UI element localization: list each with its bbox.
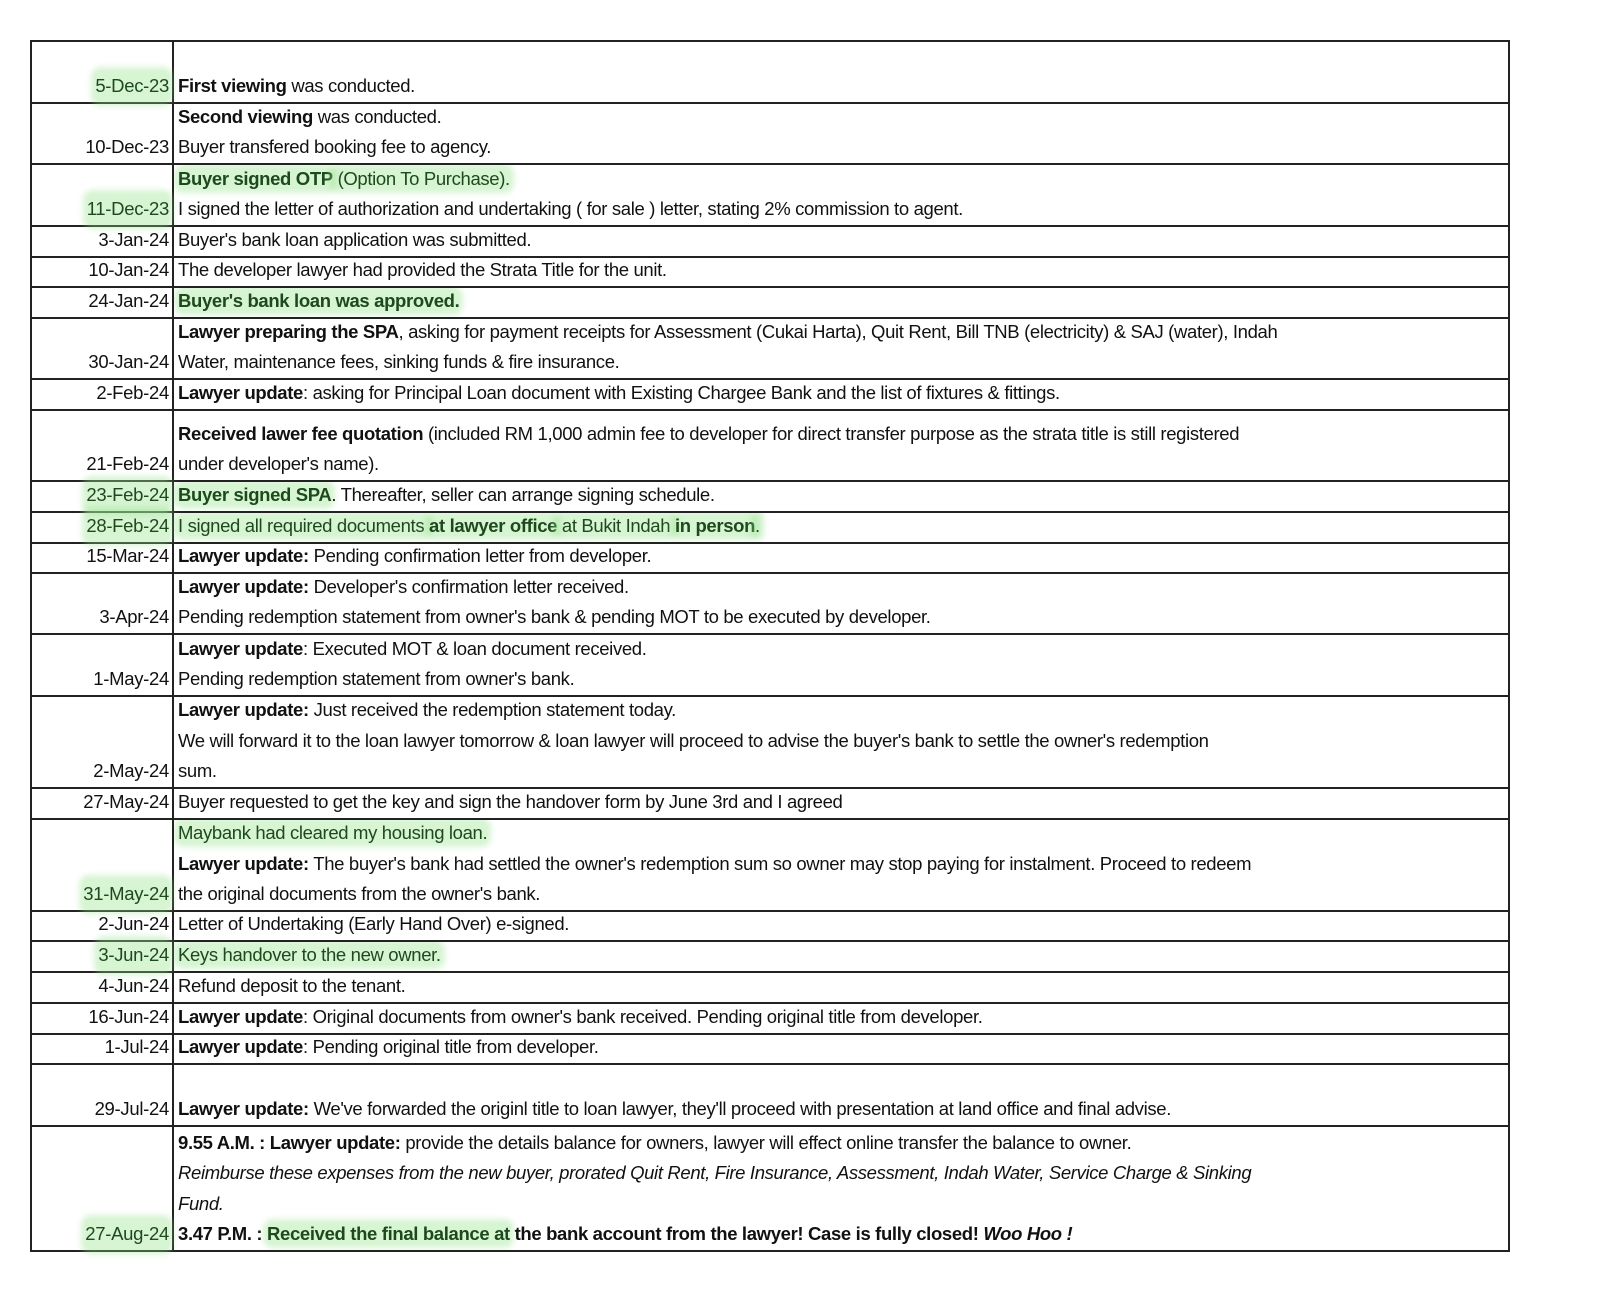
description-line [178, 544, 1508, 572]
bold-text: Received lawer fee quotation [178, 422, 424, 444]
text: (Option To Purchase). [332, 167, 510, 189]
date-text: 2-May-24 [93, 760, 169, 782]
table-row [32, 820, 1508, 912]
text: was conducted. [312, 105, 442, 127]
table-row [32, 942, 1508, 973]
date-cell [32, 288, 174, 317]
text: Pending redemption statement from owner's bank. [178, 668, 575, 690]
text: Refund deposit to the tenant. [178, 975, 406, 997]
text: I signed the letter of authorization and undertaking ( for sale ) letter, stating 2% commission to agent. [178, 198, 963, 220]
date-cell [32, 1004, 174, 1033]
description-line [178, 1035, 1508, 1063]
description-line [178, 380, 1508, 409]
date-cell [32, 1035, 174, 1063]
description-line [178, 1094, 1508, 1125]
date-cell [32, 513, 174, 542]
bold-text: at lawyer office [429, 515, 558, 537]
timeline-table [30, 40, 1510, 1252]
description-line [178, 482, 1508, 511]
text: : asking for Principal Loan document with Existing Chargee Bank and the list of fixtures & fittings. [303, 382, 1060, 404]
bold-text: Buyer's bank loan was approved. [178, 290, 460, 312]
table-row [32, 1035, 1508, 1065]
date-text: 3-Apr-24 [99, 606, 169, 628]
date-text: 15-Mar-24 [86, 545, 169, 567]
table-row [32, 411, 1508, 482]
description-line [178, 194, 1508, 225]
description-line [178, 635, 1508, 664]
description-cell [174, 513, 1508, 542]
description-line [178, 602, 1508, 633]
bold-text: Lawyer update [178, 1036, 303, 1058]
text: : Pending original title from developer. [303, 1036, 599, 1058]
description-cell [174, 697, 1508, 787]
text: (included RM 1,000 admin fee to developer for direct transfer purpose as the strata title is still registered [423, 422, 1240, 444]
table-row [32, 165, 1508, 227]
bold-text: Received the final balance at [267, 1223, 510, 1245]
description-line [178, 942, 1508, 971]
description-cell [174, 942, 1508, 971]
description-line [178, 104, 1508, 132]
table-row [32, 912, 1508, 942]
table-row [32, 288, 1508, 319]
description-cell [174, 820, 1508, 910]
description-cell [174, 1035, 1508, 1063]
date-text: 27-May-24 [83, 791, 169, 813]
date-text: 10-Dec-23 [85, 136, 169, 158]
description-line [178, 1128, 1508, 1159]
date-text: 1-Jul-24 [104, 1036, 169, 1058]
bold-text: Buyer signed OTP [178, 167, 333, 189]
table-row [32, 227, 1508, 258]
description-cell [174, 227, 1508, 256]
description-cell [174, 104, 1508, 163]
table-row [32, 635, 1508, 697]
table-row [32, 482, 1508, 513]
date-cell [32, 1127, 174, 1250]
date-cell [32, 635, 174, 695]
date-text: 10-Jan-24 [88, 259, 169, 281]
description-line [178, 912, 1508, 940]
description-cell [174, 544, 1508, 572]
table-row [32, 319, 1508, 380]
description-cell [174, 912, 1508, 940]
text: Buyer's bank loan application was submitted. [178, 229, 532, 251]
date-text: 28-Feb-24 [86, 511, 169, 542]
description-line [178, 449, 1508, 480]
table-row [32, 973, 1508, 1004]
bold-text: Lawyer preparing the SPA [178, 320, 399, 342]
date-cell [32, 319, 174, 378]
bold-text: Second viewing [178, 105, 313, 127]
bold-text: Lawyer update: [178, 575, 309, 597]
description-line [178, 664, 1508, 695]
description-cell [174, 1004, 1508, 1033]
date-cell [32, 104, 174, 163]
date-text: 2-Jun-24 [98, 913, 169, 935]
bold-text: Lawyer update: [178, 545, 309, 567]
bold-text: Lawyer update: [178, 699, 309, 721]
description-cell [174, 42, 1508, 102]
description-line [178, 789, 1508, 818]
table-row [32, 789, 1508, 820]
table-row [32, 574, 1508, 635]
description-line [178, 879, 1508, 910]
description-line [178, 1219, 1508, 1250]
bold-text: Lawyer update [178, 1006, 303, 1028]
bold-text: in person [674, 515, 756, 537]
description-cell [174, 1127, 1508, 1250]
table-row [32, 1065, 1508, 1127]
date-text: 4-Jun-24 [98, 975, 169, 997]
date-text: 24-Jan-24 [88, 290, 169, 312]
table-row [32, 1004, 1508, 1035]
description-cell [174, 165, 1508, 225]
date-text: 3-Jun-24 [98, 940, 169, 971]
text: Maybank had cleared my housing loan. [178, 822, 488, 844]
description-line [178, 1189, 1508, 1220]
text: Pending redemption statement from owner's bank & pending MOT to be executed by developer. [178, 606, 931, 628]
date-text: 11-Dec-23 [87, 194, 169, 225]
text: at Bukit Indah [557, 515, 675, 537]
text: Pending confirmation letter from developer. [308, 545, 652, 567]
date-cell [32, 789, 174, 818]
bold-text: 3.47 P.M. : [178, 1223, 268, 1245]
description-cell [174, 482, 1508, 511]
text: I signed all required documents [178, 515, 430, 537]
description-line [178, 227, 1508, 256]
description-line [178, 319, 1508, 347]
description-line [178, 849, 1508, 880]
description-cell [174, 635, 1508, 695]
description-line [178, 71, 1508, 102]
table-row [32, 544, 1508, 574]
text: was conducted. [286, 75, 415, 97]
italic-text: Fund. [178, 1192, 224, 1214]
description-line [178, 820, 1508, 849]
text: The developer lawyer had provided the Strata Title for the unit. [178, 259, 667, 281]
table-row [32, 1127, 1508, 1250]
date-text: 1-May-24 [93, 668, 169, 690]
text: : Original documents from owner's bank received. Pending original title from developer. [303, 1006, 983, 1028]
table-row [32, 380, 1508, 411]
description-cell [174, 973, 1508, 1002]
bold-text: Lawyer update: [178, 1098, 309, 1120]
description-line [178, 347, 1508, 378]
text: : Executed MOT & loan document received. [303, 637, 647, 659]
text: Just received the redemption statement today. [308, 699, 676, 721]
date-text: 3-Jan-24 [98, 229, 169, 251]
text: Buyer requested to get the key and sign the handover form by June 3rd and I agreed [178, 791, 843, 813]
date-cell [32, 820, 174, 910]
table-row [32, 697, 1508, 789]
date-cell [32, 697, 174, 787]
date-text: 2-Feb-24 [96, 382, 169, 404]
description-cell [174, 411, 1508, 480]
date-cell [32, 973, 174, 1002]
date-text: 31-May-24 [83, 879, 169, 910]
table-row [32, 104, 1508, 165]
date-cell [32, 544, 174, 572]
date-cell [32, 482, 174, 511]
text: Letter of Undertaking (Early Hand Over) e-signed. [178, 913, 570, 935]
date-cell [32, 1065, 174, 1125]
date-text: 30-Jan-24 [88, 351, 169, 373]
description-cell [174, 1065, 1508, 1125]
description-line [178, 258, 1508, 286]
table-row [32, 513, 1508, 544]
text: . [755, 515, 760, 537]
description-line [178, 756, 1508, 787]
text: the original documents from the owner's bank. [178, 883, 541, 905]
date-text: 23-Feb-24 [86, 480, 169, 511]
description-line [178, 726, 1508, 757]
date-cell [32, 380, 174, 409]
description-line [178, 513, 1508, 542]
description-cell [174, 574, 1508, 633]
date-text: 27-Aug-24 [85, 1219, 169, 1250]
text: under developer's name). [178, 453, 379, 475]
bold-text: Lawyer update [178, 637, 303, 659]
bold-text: Woo Hoo ! [983, 1223, 1073, 1245]
date-cell [32, 942, 174, 971]
bold-text: 9.55 A.M. : Lawyer update: [178, 1131, 401, 1153]
description-cell [174, 258, 1508, 286]
description-cell [174, 380, 1508, 409]
text: We've forwarded the originl title to loan lawyer, they'll proceed with presentation at land office and final advise. [308, 1098, 1171, 1120]
table-row [32, 42, 1508, 104]
description-line [178, 132, 1508, 163]
date-cell [32, 574, 174, 633]
date-cell [32, 411, 174, 480]
text: We will forward it to the loan lawyer tomorrow & loan lawyer will proceed to advise the buyer's bank to settle the owner's redemption [178, 729, 1209, 751]
date-cell [32, 227, 174, 256]
bold-text: Buyer signed SPA [178, 484, 332, 506]
bold-text: Lawyer update: [178, 852, 309, 874]
date-text: 5-Dec-23 [95, 71, 169, 102]
text: Buyer transfered booking fee to agency. [178, 136, 492, 158]
date-cell [32, 165, 174, 225]
description-cell [174, 789, 1508, 818]
text: provide the details balance for owners, lawyer will effect online transfer the balance to owner. [400, 1131, 1132, 1153]
table-row [32, 258, 1508, 288]
italic-text: Reimburse these expenses from the new buyer, prorated Quit Rent, Fire Insurance, Assessment, Indah Water, Service Charge & Sinking [178, 1162, 1252, 1184]
description-line [178, 574, 1508, 602]
text: Water, maintenance fees, sinking funds & fire insurance. [178, 351, 620, 373]
description-cell [174, 319, 1508, 378]
date-cell [32, 912, 174, 940]
description-cell [174, 288, 1508, 317]
text: Keys handover to the new owner. [178, 944, 441, 966]
description-line [178, 419, 1508, 450]
bold-text: the bank account from the lawyer! Case is fully closed! [509, 1223, 984, 1245]
bold-text: Lawyer update [178, 382, 303, 404]
date-text: 16-Jun-24 [88, 1006, 169, 1028]
bold-text: First viewing [178, 75, 287, 97]
date-text: 29-Jul-24 [94, 1098, 169, 1120]
description-line [178, 1004, 1508, 1033]
description-line [178, 1158, 1508, 1189]
description-line [178, 165, 1508, 194]
date-cell [32, 258, 174, 286]
text: , asking for payment receipts for Assessment (Cukai Harta), Quit Rent, Bill TNB (electricity) & SAJ (water), Indah [398, 320, 1278, 342]
date-cell [32, 42, 174, 102]
text: The buyer's bank had settled the owner's redemption sum so owner may stop paying for instalment. Proceed to redeem [308, 852, 1252, 874]
date-text: 21-Feb-24 [86, 453, 169, 475]
description-line [178, 973, 1508, 1002]
description-line [178, 697, 1508, 726]
text: . Thereafter, seller can arrange signing schedule. [331, 484, 715, 506]
text: sum. [178, 760, 217, 782]
description-line [178, 288, 1508, 317]
text: Developer's confirmation letter received. [308, 575, 629, 597]
